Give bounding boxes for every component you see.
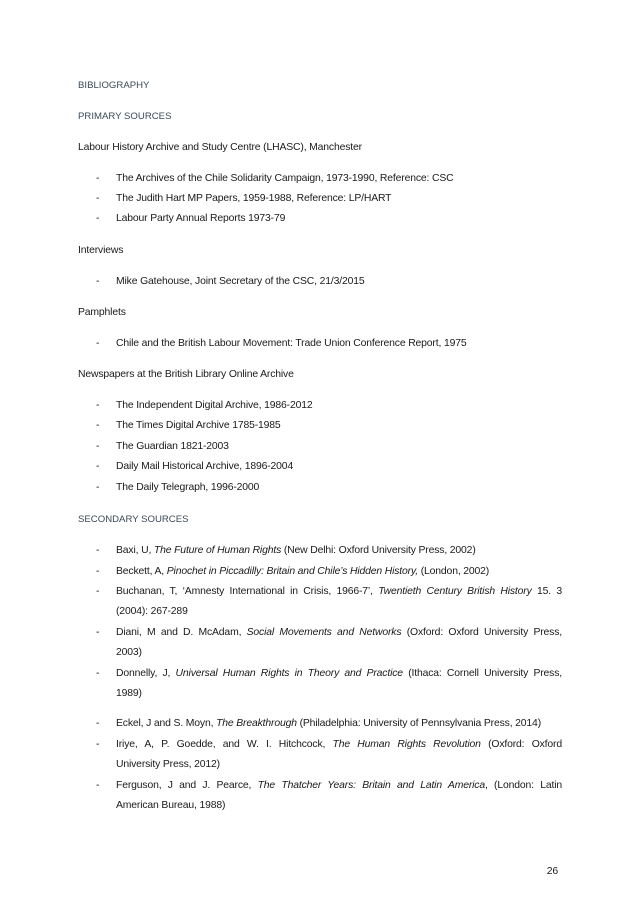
interviews-title: Interviews: [78, 245, 124, 256]
list-dash: -: [96, 780, 100, 791]
list-item-text: Diani, M and D. McAdam, Social Movements and Networks (Oxford: Oxford University Press, 2003): [116, 627, 562, 659]
list-item-text: The Judith Hart MP Papers, 1959-1988, Reference: LP/HART: [116, 193, 392, 204]
book-title: The Thatcher Years: Britain and Latin America: [257, 780, 485, 791]
list-item-text: The Archives of the Chile Solidarity Campaign, 1973-1990, Reference: CSC: [116, 173, 454, 184]
pamphlets-title: Pamphlets: [78, 307, 126, 318]
book-title: The Human Rights Revolution: [332, 739, 481, 750]
list-item-text: Iriye, A, P. Goedde, and W. I. Hitchcock, The Human Rights Revolution (Oxford: Oxford University Press, 2012): [116, 739, 562, 771]
list-dash: -: [96, 627, 100, 638]
list-dash: -: [96, 668, 100, 679]
page-number: 26: [546, 866, 558, 877]
book-title: The Future of Human Rights: [153, 545, 282, 556]
list-item-text: Ferguson, J and J. Pearce, The Thatcher Years: Britain and Latin America, (London: Latin American Bureau, 1988): [116, 780, 562, 812]
list-item-text: Beckett, A, Pinochet in Piccadilly: Britain and Chile’s Hidden History, (London, 2002): [116, 566, 490, 577]
book-title: Universal Human Rights in Theory and Practice: [175, 668, 403, 679]
primary-sources-heading: PRIMARY SOURCES: [78, 111, 172, 122]
book-title: The Breakthrough: [216, 718, 297, 729]
list-dash: -: [96, 400, 100, 411]
list-item-text: Daily Mail Historical Archive, 1896-2004: [116, 461, 294, 472]
list-dash: -: [96, 213, 100, 224]
newspapers-title: Newspapers at the British Library Online Archive: [78, 369, 294, 380]
list-dash: -: [96, 718, 100, 729]
secondary-sources-heading: SECONDARY SOURCES: [78, 514, 189, 525]
bibliography-heading: BIBLIOGRAPHY: [78, 80, 150, 91]
list-dash: -: [96, 586, 100, 597]
list-dash: -: [96, 173, 100, 184]
list-item-text: The Independent Digital Archive, 1986-2012: [116, 400, 313, 411]
list-dash: -: [96, 276, 100, 287]
list-item-text: Eckel, J and S. Moyn, The Breakthrough (Philadelphia: University of Pennsylvania Press, 2014): [116, 718, 541, 729]
list-item-text: Buchanan, T, ‘Amnesty International in Crisis, 1966-7’, Twentieth Century British History 15. 3 (2004): 267-289: [116, 586, 562, 618]
list-item-text: The Daily Telegraph, 1996-2000: [116, 482, 260, 493]
list-dash: -: [96, 420, 100, 431]
list-item-text: Labour Party Annual Reports 1973-79: [116, 213, 286, 224]
journal-title: Twentieth Century British History: [378, 586, 532, 597]
list-item-text: Chile and the British Labour Movement: Trade Union Conference Report, 1975: [116, 338, 467, 349]
list-item-text: Baxi, U, The Future of Human Rights (New Delhi: Oxford University Press, 2002): [116, 545, 476, 556]
list-item-text: Donnelly, J, Universal Human Rights in Theory and Practice (Ithaca: Cornell University Press, 1989): [116, 668, 563, 700]
list-item-text: The Times Digital Archive 1785-1985: [116, 420, 281, 431]
lhasc-title: Labour History Archive and Study Centre (LHASC), Manchester: [78, 142, 362, 153]
list-dash: -: [96, 441, 100, 452]
list-dash: -: [96, 482, 100, 493]
list-dash: -: [96, 566, 100, 577]
list-dash: -: [96, 739, 100, 750]
book-title: Social Movements and Networks: [246, 627, 402, 638]
list-dash: -: [96, 193, 100, 204]
list-dash: -: [96, 338, 100, 349]
list-dash: -: [96, 461, 100, 472]
list-item-text: The Guardian 1821-2003: [116, 441, 229, 452]
book-title: Pinochet in Piccadilly: Britain and Chile’s Hidden History,: [166, 566, 418, 577]
list-item-text: Mike Gatehouse, Joint Secretary of the CSC, 21/3/2015: [116, 276, 365, 287]
list-dash: -: [96, 545, 100, 556]
